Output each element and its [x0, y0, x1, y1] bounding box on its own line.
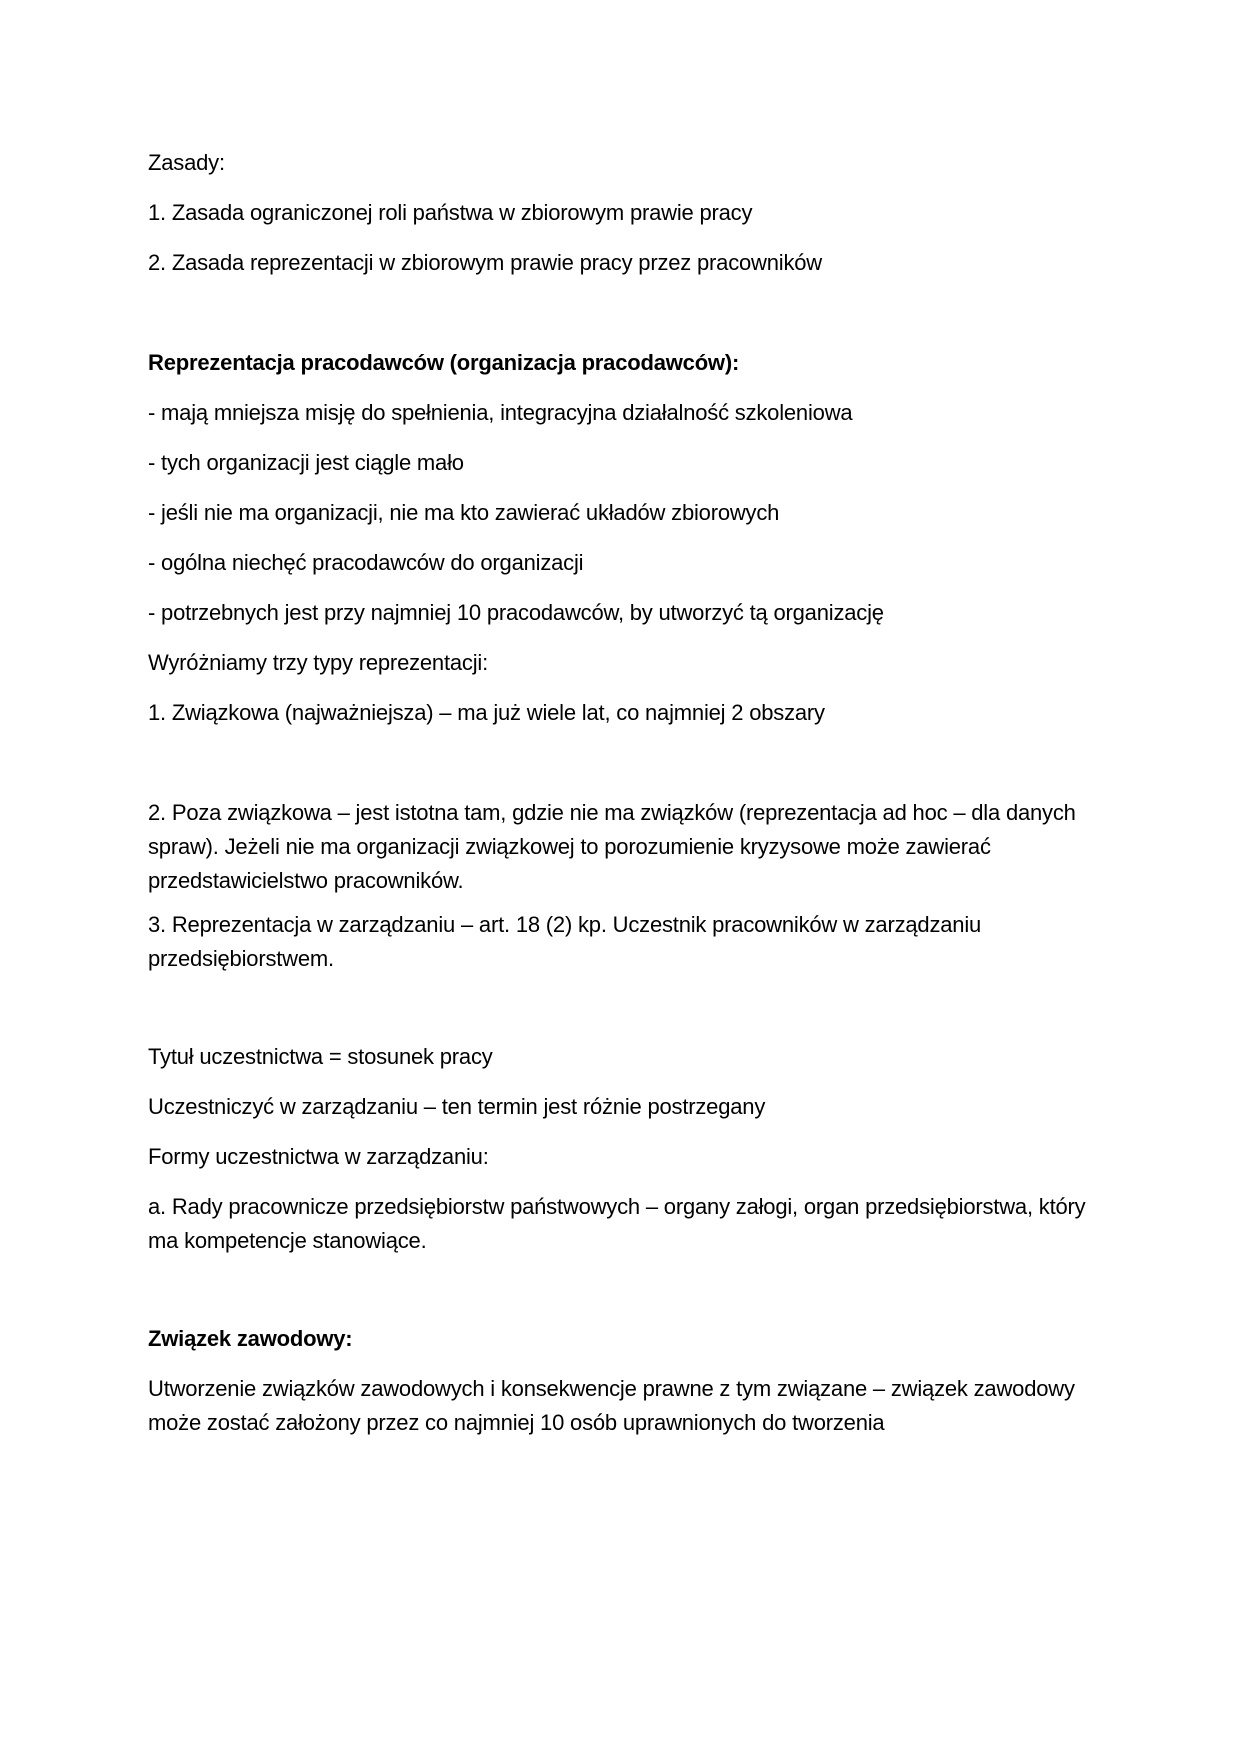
typy-intro: Wyróżniamy trzy typy reprezentacji: — [148, 650, 489, 675]
reprezentacja-bullet-1: - mają mniejsza misję do spełnienia, integracyjna działalność szkoleniowa — [148, 400, 853, 425]
reprezentacja-bullet-2: - tych organizacji jest ciągle mało — [148, 450, 464, 475]
formy-heading: Formy uczestnictwa w zarządzaniu: — [148, 1144, 489, 1169]
formy-item-a: a. Rady pracownicze przedsiębiorstw państwowych – organy załogi, organ przedsiębiorstwa, który ma kompetencje stanowiące. — [148, 1194, 1086, 1253]
zwiazek-heading: Związek zawodowy: — [148, 1326, 353, 1351]
reprezentacja-bullet-4: - ogólna niechęć pracodawców do organizacji — [148, 550, 584, 575]
zasady-item-2: 2. Zasada reprezentacji w zbiorowym prawie pracy przez pracowników — [148, 250, 822, 275]
typy-item-2: 2. Poza związkowa – jest istotna tam, gdzie nie ma związków (reprezentacja ad hoc – dla danych spraw). Jeżeli nie ma organizacji związkowej to porozumienie kryzysowe może zawierać przedstawicielstwo pracowników. — [148, 800, 1076, 893]
zasady-heading: Zasady: — [148, 150, 225, 175]
typy-item-3: 3. Reprezentacja w zarządzaniu – art. 18 (2) kp. Uczestnik pracowników w zarządzaniu przedsiębiorstwem. — [148, 912, 982, 971]
tytul-line: Tytuł uczestnictwa = stosunek pracy — [148, 1044, 493, 1069]
zwiazek-paragraph: Utworzenie związków zawodowych i konsekwencje prawne z tym związane – związek zawodowy może zostać założony przez co najmniej 10 osób uprawnionych do tworzenia — [148, 1376, 1075, 1435]
reprezentacja-bullet-3: - jeśli nie ma organizacji, nie ma kto zawierać układów zbiorowych — [148, 500, 780, 525]
zasady-item-1: 1. Zasada ograniczonej roli państwa w zbiorowym prawie pracy — [148, 200, 753, 225]
typy-item-1: 1. Związkowa (najważniejsza) – ma już wiele lat, co najmniej 2 obszary — [148, 700, 825, 725]
uczestniczyc-line: Uczestniczyć w zarządzaniu – ten termin jest różnie postrzegany — [148, 1094, 766, 1119]
reprezentacja-heading: Reprezentacja pracodawców (organizacja pracodawców): — [148, 350, 740, 375]
reprezentacja-bullet-5: - potrzebnych jest przy najmniej 10 pracodawców, by utworzyć tą organizację — [148, 600, 884, 625]
